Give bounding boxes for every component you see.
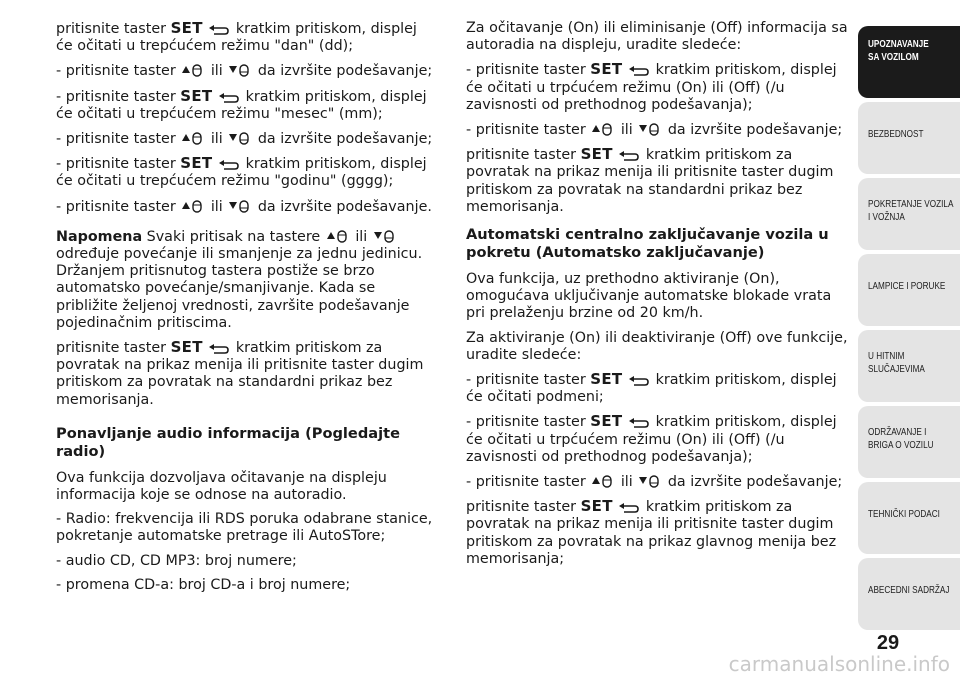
text: ili (355, 228, 368, 245)
return-arrow-icon (628, 375, 650, 387)
right-p6: Za aktiviranje (On) ili deaktiviranje (Off) ove funkcije, uradite sledeće: (466, 329, 848, 363)
text: - pritisnite taster (56, 198, 176, 215)
tab-label: ABECEDNI SADRŽAJ (868, 584, 950, 596)
text: da izvršite podešavanje; (667, 474, 843, 491)
text: pritisnite taster (466, 499, 577, 516)
tab-label: SLUČAJEVIMA (868, 363, 925, 375)
right-p4 (466, 146, 850, 216)
tab-hitni-slucajevi[interactable] (858, 330, 960, 402)
text: kratkim pritiskom, displej će očitati u trpćućem režimu (On) ili (Off) (/u zavisnosti od prethodnog podešavanja); (466, 414, 837, 465)
tab-label: LAMPICE I PORUKE (868, 280, 946, 292)
text: ili (210, 198, 223, 215)
text: pritisnite taster (56, 340, 167, 357)
left-note (56, 228, 438, 332)
down-button-icon (228, 130, 252, 146)
return-arrow-icon (208, 343, 230, 355)
up-button-icon (181, 62, 205, 78)
text: pritisnite taster (466, 147, 577, 164)
up-button-icon (326, 228, 350, 244)
right-p3 (466, 121, 850, 139)
tab-label: U HITNIM (868, 350, 905, 362)
tab-lampice[interactable] (858, 254, 960, 326)
section-heading-audio: Ponavljanje audio informacija (Pogledajte radio) (56, 424, 401, 460)
tab-abecedni-sadrzaj[interactable] (858, 558, 960, 630)
set-key-label: SET (590, 412, 623, 431)
down-button-icon (373, 228, 397, 244)
tab-tehnicki-podaci[interactable] (858, 482, 960, 554)
watermark: carmanualsonline.info (728, 652, 950, 676)
left-p7 (56, 339, 438, 409)
down-button-icon (228, 62, 252, 78)
left-p3 (56, 88, 438, 123)
tab-label: POKRETANJE VOZILA (868, 198, 954, 210)
set-key-label: SET (590, 60, 623, 79)
text: - pritisnite taster (56, 131, 176, 148)
tab-label: BRIGA O VOZILU (868, 439, 934, 451)
up-button-icon (591, 121, 615, 137)
up-button-icon (591, 473, 615, 489)
right-p9 (466, 473, 850, 491)
text: - pritisnite taster (466, 62, 586, 79)
text: Svaki pritisak na tastere (146, 228, 321, 245)
right-p7 (466, 371, 850, 406)
text: - pritisnite taster (466, 372, 586, 389)
text: - pritisnite taster (56, 88, 176, 105)
right-p2 (466, 61, 850, 114)
text: da izvršite podešavanje; (667, 122, 843, 139)
return-arrow-icon (218, 159, 240, 171)
down-button-icon (228, 198, 252, 214)
tab-label: ODRŽAVANJE I (868, 426, 927, 438)
text: pritisnite taster (56, 21, 167, 37)
return-arrow-icon (618, 502, 640, 514)
tab-bezbednost[interactable] (858, 102, 960, 174)
left-p1 (56, 20, 438, 55)
text: kratkim pritiskom za povratak na prikaz menija ili pritisnite taster dugim pritiskom za povratak na prikaz glavnog menija bez memorisanja; (466, 499, 837, 567)
up-button-icon (181, 198, 205, 214)
right-p8 (466, 413, 850, 466)
text: određuje povećanje ili smanjenje za jednu jedinicu. Držanjem pritisnutog tastera postiže se brzo automatsko povećanje/smanjivanje. Kada se približite željenoj vrednosti, završite podešavanje pojedinačnim pritiscima. (56, 246, 423, 331)
text: da izvršite podešavanje; (257, 63, 433, 80)
text: kratkim pritiskom, displej će očitati u trepćućem režimu "mesec" (mm); (56, 88, 427, 122)
up-button-icon (181, 130, 205, 146)
left-p4 (56, 130, 438, 148)
return-arrow-icon (628, 417, 650, 429)
note-label: Napomena (56, 228, 143, 245)
right-p5: Ova funkcija, uz prethodno aktiviranje (On), omogućava uključivanje automatske blokade vrata pri prelaženju brzine od 20 km/h. (466, 271, 832, 322)
left-p11: - promena CD-a: broj CD-a i broj numere; (56, 576, 351, 593)
set-key-label: SET (580, 145, 613, 164)
tab-label: UPOZNAVANJE (868, 38, 929, 50)
set-key-label: SET (170, 19, 203, 37)
text: kratkim pritiskom za povratak na prikaz menija ili pritisnite taster dugim pritiskom za povratak na standardni prikaz bez memorisanja. (466, 147, 834, 215)
left-p10: - audio CD, CD MP3: broj numere; (56, 552, 297, 569)
tab-odrzavanje[interactable] (858, 406, 960, 478)
text: kratkim pritiskom, displej će očitati u trpćućem režimu (On) ili (Off) (/u zavisnosti od prethodnog podešavanja); (466, 62, 837, 113)
left-p5 (56, 155, 438, 190)
text: ili (210, 131, 223, 148)
return-arrow-icon (218, 92, 240, 104)
tab-upoznavanje[interactable] (858, 26, 960, 98)
text: - pritisnite taster (56, 156, 176, 173)
text: - pritisnite taster (466, 474, 586, 491)
text: kratkim pritiskom, displej će očitati u trepćućem režimu "godinu" (gggg); (56, 156, 427, 190)
text: ili (620, 474, 633, 491)
set-key-label: SET (580, 497, 613, 516)
text: kratkim pritiskom, displej će očitati podmeni; (466, 372, 837, 406)
text: - pritisnite taster (466, 122, 586, 139)
left-p9: - Radio: frekvencija ili RDS poruka odabrane stanice, pokretanje automatske pretrage ili AutoSTore; (56, 511, 433, 545)
tab-label: BEZBEDNOST (868, 128, 924, 140)
down-button-icon (638, 121, 662, 137)
chapter-sidebar (858, 0, 960, 678)
return-arrow-icon (208, 24, 230, 36)
down-button-icon (638, 473, 662, 489)
return-arrow-icon (628, 65, 650, 77)
right-p10 (466, 498, 850, 568)
right-column (466, 20, 850, 575)
text: - pritisnite taster (466, 414, 586, 431)
text: kratkim pritiskom, displej će očitati u trepćućem režimu "dan" (dd); (56, 21, 417, 55)
page-number: 29 (876, 632, 900, 654)
left-column (56, 20, 438, 601)
text: da izvršite podešavanje; (257, 131, 433, 148)
set-key-label: SET (180, 154, 213, 173)
left-p2 (56, 62, 438, 80)
text: ili (620, 122, 633, 139)
set-key-label: SET (170, 338, 203, 357)
left-p6 (56, 198, 438, 216)
set-key-label: SET (180, 86, 213, 105)
text: ili (210, 63, 223, 80)
tab-label: I VOŽNJA (868, 211, 905, 223)
section-heading-autolock: Automatski centralno zaključavanje vozila u pokretu (Automatsko zaključavanje) (466, 226, 829, 262)
left-p8: Ova funkcija dozvoljava očitavanje na displeju informacija koje se odnose na autoradio. (56, 469, 387, 504)
set-key-label: SET (590, 370, 623, 389)
tab-pokretanje[interactable] (858, 178, 960, 250)
text: - pritisnite taster (56, 63, 176, 80)
tab-label: SA VOZILOM (868, 51, 919, 63)
return-arrow-icon (618, 150, 640, 162)
tab-label: TEHNIČKI PODACI (868, 508, 940, 520)
text: kratkim pritiskom za povratak na prikaz menija ili pritisnite taster dugim pritiskom za povratak na standardni prikaz bez memorisanja. (56, 340, 424, 408)
right-p1: Za očitavanje (On) ili eliminisanje (Off) informacija sa autoradia na displeju, uradite sledeće: (466, 20, 848, 54)
text: da izvršite podešavanje. (257, 198, 432, 215)
